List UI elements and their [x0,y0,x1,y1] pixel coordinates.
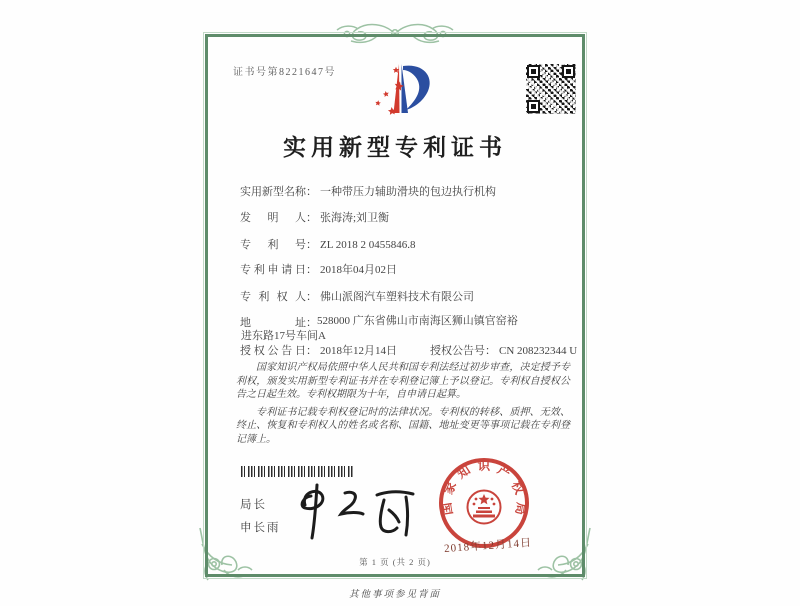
field-row-patentee [240,288,474,304]
signer-name: 申长雨 [240,522,281,534]
legal-text [236,361,570,450]
seal-agency-text: 国家知识产权局 [439,459,529,517]
grant-date-value: 2018年12月14日 [320,345,397,357]
grant-number-pair [430,342,577,358]
field-label: 授权公告号 [430,345,485,357]
cnipa-logo-icon [366,58,434,120]
field-colon: ： [306,291,317,303]
field-colon: ： [306,345,317,357]
field-row-grant [240,342,578,358]
certificate-border [205,34,585,577]
field-row-name [240,183,496,199]
seal-date: 2018年12月14日 [443,536,533,556]
signer-title: 局长 [240,499,267,511]
barcode [241,466,353,477]
field-value: 张海涛;刘卫衡 [320,212,390,224]
legal-paragraph-2: 专利证书记载专利权登记时的法律状况。专利权的转移、质押、无效、终止、恢复和专利权人的姓名或名称、国籍、地址变更等事项记载在专利登记簿上。 [236,406,570,445]
field-row-inventor [240,209,389,225]
grant-number-value: CN 208232344 U [499,345,578,357]
director-signature-icon [293,481,423,543]
certificate-number: 证书号第8221647号 [233,67,336,78]
field-label: 地址 [240,317,306,329]
field-colon: ： [306,264,317,276]
field-colon: ： [306,317,317,329]
field-row-patent-no [240,236,416,252]
legal-paragraph-1: 国家知识产权局依照中华人民共和国专利法经过初步审查，决定授予专利权，颁发实用新型专利证书并在专利登记簿上予以登记。专利权自授权公告之日起生效。专利权期限为十年，自申请日起算。 [236,362,570,400]
field-label: 发明人 [240,212,306,224]
field-value-address: 528000 广东省佛山市南海区狮山镇官窑裕进东路17号车间A [241,315,518,342]
field-colon: ： [485,345,496,357]
page-number: 第 1 页 (共 2 页) [359,557,431,567]
field-colon: ： [306,239,317,251]
field-label: 实用新型名称 [240,186,306,198]
field-colon: ： [306,186,317,198]
field-row-filing-date [240,261,397,277]
field-label: 专利权人 [240,291,306,303]
field-value: ZL 2018 2 0455846.8 [320,239,416,251]
field-label: 专利申请日 [240,264,306,276]
back-note: 其他事项参见背面 [348,590,441,600]
field-label: 授权公告日 [240,345,306,357]
field-colon: ： [306,212,317,224]
field-value: 佛山派阁汽车塑料技术有限公司 [320,291,474,303]
national-emblem-icon [468,491,501,524]
field-value: 一种带压力辅助滑块的包边执行机构 [320,186,496,198]
field-label: 专利号 [240,239,306,251]
certificate-title: 实用新型专利证书 [283,135,507,160]
field-value: 2018年04月02日 [320,264,397,276]
qr-code [526,64,576,114]
